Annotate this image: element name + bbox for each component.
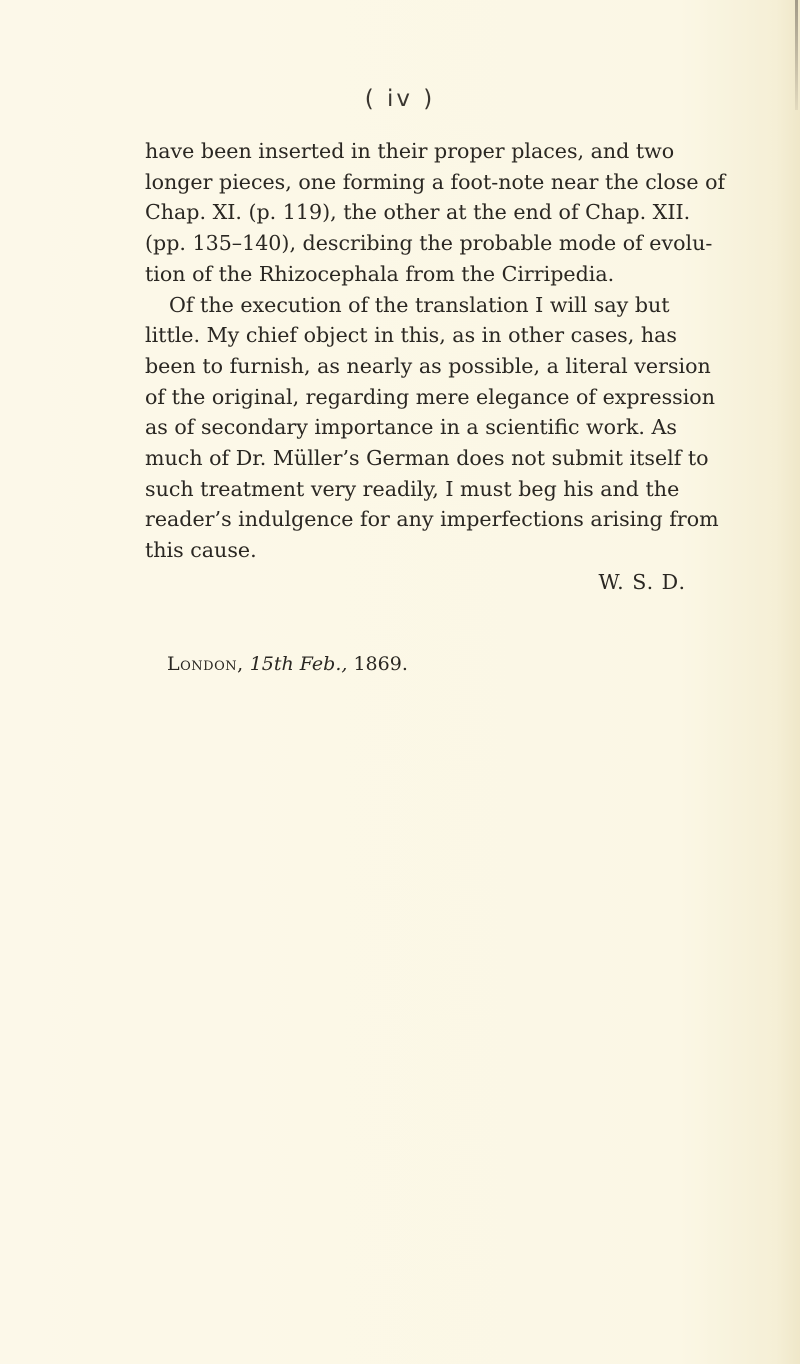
text-line: much of Dr. Müller’s German does not submit itself to bbox=[145, 446, 709, 471]
text-line: been to furnish, as nearly as possible, a literal version bbox=[145, 353, 711, 378]
text-line: reader’s indulgence for any imperfections arising from bbox=[145, 507, 719, 532]
text-line: as of secondary importance in a scientific work. As bbox=[145, 415, 677, 440]
preface-paragraphs bbox=[145, 136, 726, 566]
dateline-date: 15th Feb., bbox=[249, 653, 348, 675]
signature-initials: W. S. D. bbox=[598, 570, 686, 594]
text-line: Of the execution of the translation I will say but bbox=[169, 292, 670, 317]
text-line: of the original, regarding mere elegance of expression bbox=[145, 384, 715, 409]
text-line: Chap. XI. (p. 119), the other at the end of Chap. XII. bbox=[145, 200, 691, 225]
page-number: ( iv ) bbox=[364, 86, 436, 112]
text-line: such treatment very readily, I must beg his and the bbox=[145, 476, 680, 501]
text-line: have been inserted in their proper places, and two bbox=[145, 139, 675, 163]
text-line: tion of the Rhizocephala from the Cirripedia. bbox=[145, 261, 615, 286]
text-line: longer pieces, one forming a foot-note near the close of bbox=[145, 169, 726, 194]
text-line: (pp. 135–140), describing the probable mode of evolu- bbox=[145, 231, 713, 256]
dateline-year: 1869. bbox=[353, 653, 408, 675]
dateline-place: London, bbox=[167, 653, 244, 675]
text-line: this cause. bbox=[145, 538, 257, 563]
text-line: little. My chief object in this, as in other cases, has bbox=[145, 323, 677, 348]
dateline bbox=[167, 653, 408, 675]
